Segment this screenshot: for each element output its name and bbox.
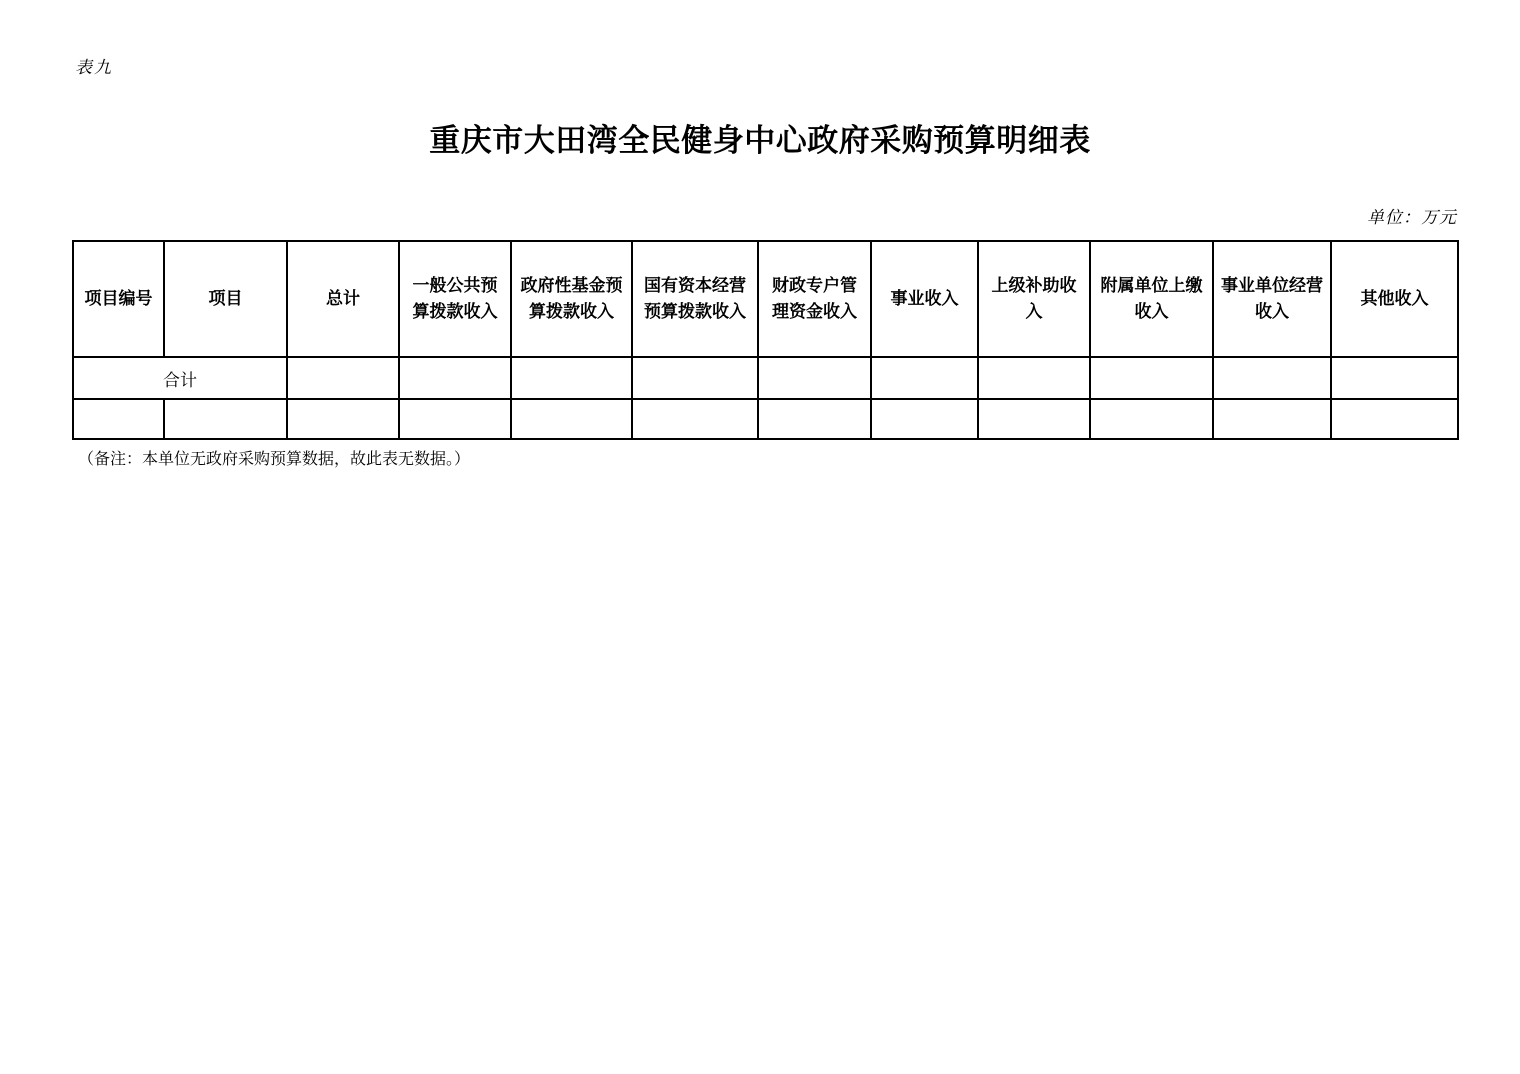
total-cell-other-income	[1331, 357, 1458, 399]
table-row-empty	[73, 399, 1458, 439]
col-header-general-public-budget-income: 一般公共预算拨款收入	[399, 241, 511, 357]
empty-cell-other-income	[1331, 399, 1458, 439]
empty-cell-superior-subsidy	[978, 399, 1090, 439]
total-row-label-cell: 合计	[73, 357, 287, 399]
empty-cell-item-number	[73, 399, 164, 439]
footnote: （备注：本单位无政府采购预算数据，故此表无数据。）	[78, 451, 471, 468]
col-header-affiliated-unit-remittance-income: 附属单位上缴收入	[1090, 241, 1213, 357]
empty-cell-government-fund-budget	[511, 399, 632, 439]
total-cell-affiliated-unit-remittance	[1090, 357, 1213, 399]
col-header-item-number: 项目编号	[73, 241, 164, 357]
empty-cell-general-public-budget	[399, 399, 511, 439]
unit-note: 单位：万元	[1367, 208, 1457, 228]
empty-cell-fiscal-special-account	[758, 399, 871, 439]
empty-cell-operational-income	[871, 399, 978, 439]
procurement-budget-table	[72, 240, 1459, 440]
total-cell-fiscal-special-account	[758, 357, 871, 399]
empty-cell-state-capital-budget	[632, 399, 758, 439]
empty-cell-affiliated-unit-remittance	[1090, 399, 1213, 439]
page-title: 重庆市大田湾全民健身中心政府采购预算明细表	[429, 123, 1091, 158]
total-cell-state-capital-budget	[632, 357, 758, 399]
col-header-institution-business-income: 事业单位经营收入	[1213, 241, 1331, 357]
total-cell-government-fund-budget	[511, 357, 632, 399]
total-cell-total	[287, 357, 399, 399]
col-header-fiscal-special-account-income: 财政专户管理资金收入	[758, 241, 871, 357]
empty-cell-item	[164, 399, 287, 439]
total-cell-general-public-budget	[399, 357, 511, 399]
col-header-state-capital-budget-income: 国有资本经营预算拨款收入	[632, 241, 758, 357]
total-cell-institution-business	[1213, 357, 1331, 399]
col-header-superior-subsidy-income: 上级补助收入	[978, 241, 1090, 357]
col-header-government-fund-budget-income: 政府性基金预算拨款收入	[511, 241, 632, 357]
col-header-operational-income: 事业收入	[871, 241, 978, 357]
empty-cell-total	[287, 399, 399, 439]
table-row-total	[73, 357, 1458, 399]
col-header-other-income: 其他收入	[1331, 241, 1458, 357]
total-cell-operational-income	[871, 357, 978, 399]
col-header-item: 项目	[164, 241, 287, 357]
empty-cell-institution-business	[1213, 399, 1331, 439]
total-cell-superior-subsidy	[978, 357, 1090, 399]
header-row	[73, 241, 1458, 357]
table-number-label: 表九	[75, 58, 113, 78]
col-header-total: 总计	[287, 241, 399, 357]
